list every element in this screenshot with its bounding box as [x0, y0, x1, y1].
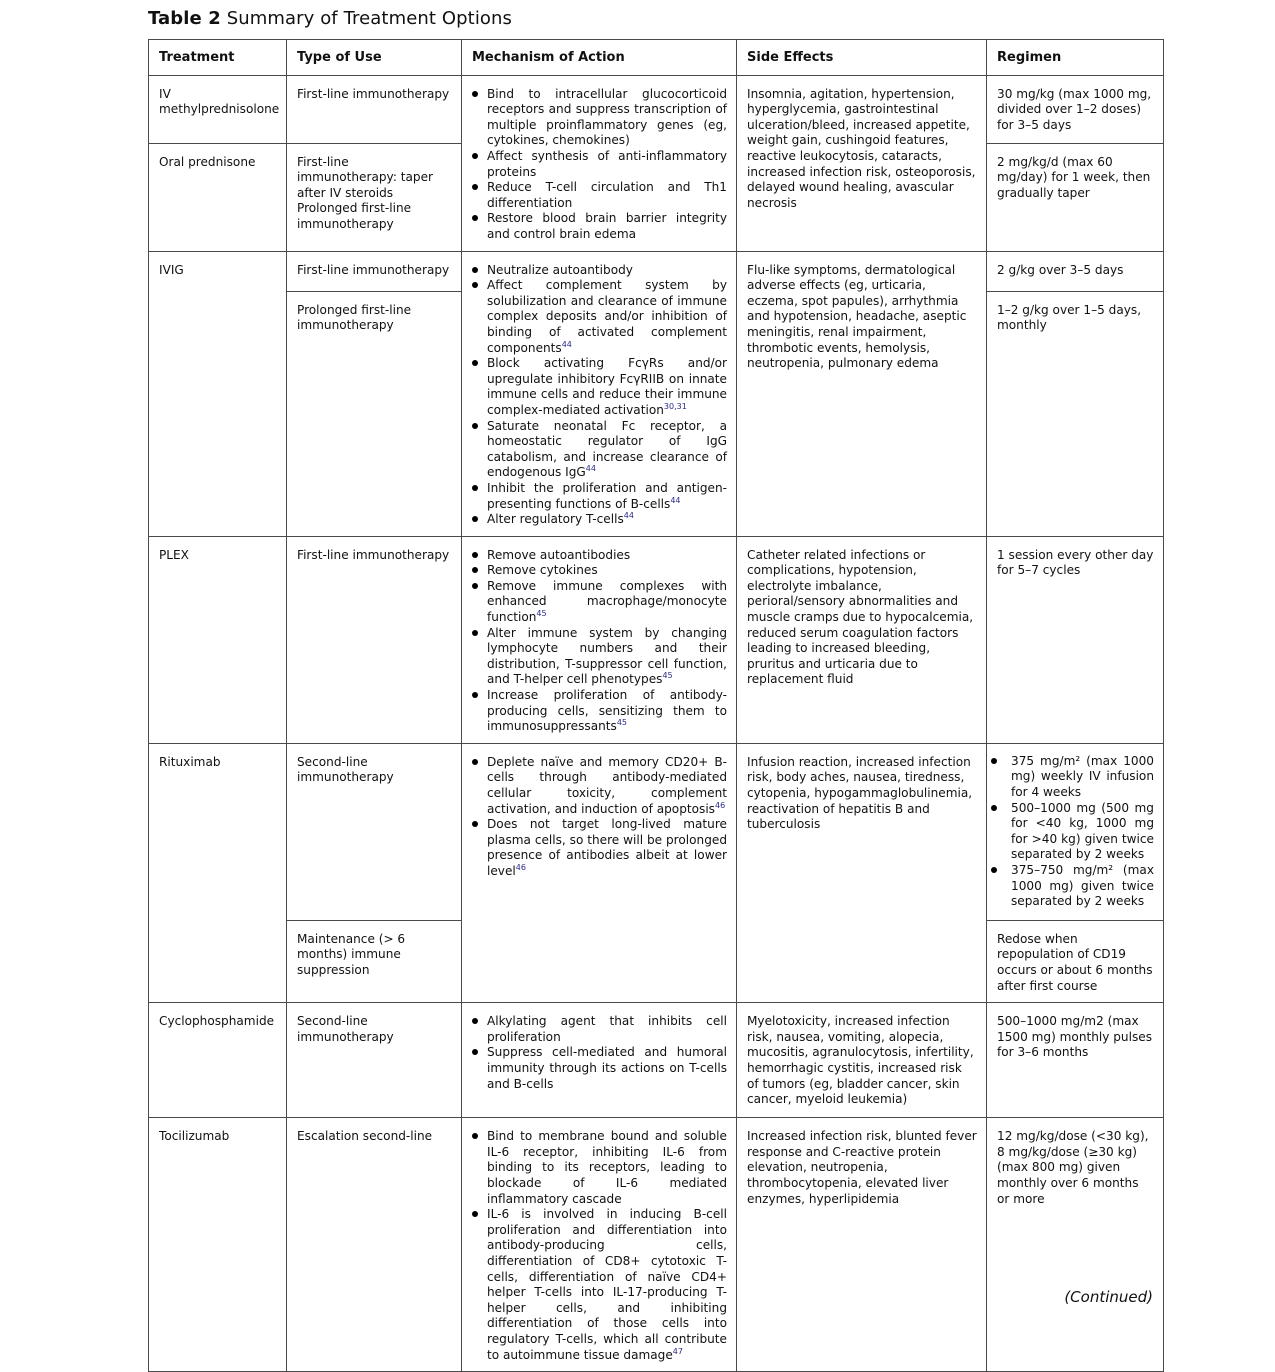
- regimen-cell: Redose when repopulation of CD19 occurs or about 6 months after first course: [987, 920, 1164, 1002]
- side-effects-cell: Insomnia, agitation, hypertension, hyperglycemia, gastrointestinal ulceration/bleed, increased appetite, weight gain, cushingoid features, reactive leukocytosis, cataracts, increased infection risk, osteoporosis, delayed wound healing, avascular necrosis: [737, 75, 987, 251]
- mechanism-list: [472, 755, 727, 880]
- regimen-cell: 2 g/kg over 3–5 days: [987, 251, 1164, 291]
- side-effects-cell: Catheter related infections or complications, hypotension, electrolyte imbalance, perioral/sensory abnormalities and muscle cramps due to hypocalcemia, reduced serum coagulation factors leading to increased bleeding, pruritus and urticaria due to replacement fluid: [737, 536, 987, 743]
- mechanism-item: [472, 579, 727, 626]
- mechanism-text: Neutralize autoantibody: [487, 262, 633, 277]
- header-row: [149, 40, 1164, 76]
- type-of-use-cell: First-line immunotherapy: [287, 251, 462, 291]
- mechanism-text: Remove immune complexes with enhanced macrophage/monocyte function: [487, 578, 727, 625]
- mechanism-text: Bind to intracellular glucocorticoid receptors and suppress transcription of multiple proinflammatory genes (eg, cytokines, chemokines): [487, 86, 727, 148]
- mechanism-item: [472, 211, 727, 242]
- mechanism-item: [472, 548, 727, 564]
- treatment-cell: Tocilizumab: [149, 1118, 287, 1372]
- mechanism-item: [472, 356, 727, 418]
- reference-number: 44: [623, 511, 634, 521]
- mechanism-list: [472, 548, 727, 735]
- mechanism-text: Deplete naïve and memory CD20+ B-cells through antibody-mediated cellular toxicity, complement activation, and induction of apoptosis: [487, 754, 727, 816]
- mechanism-text: Remove cytokines: [487, 563, 598, 578]
- table-row: [149, 743, 1164, 920]
- reference-number: 47: [672, 1346, 683, 1356]
- mechanism-item: [472, 263, 727, 279]
- mechanism-text: Inhibit the proliferation and antigen-presenting functions of B-cells: [487, 480, 727, 511]
- table-body: [149, 75, 1164, 1372]
- reference-number: 44: [561, 339, 572, 349]
- mechanism-item: [472, 512, 727, 528]
- reference-number: 44: [585, 464, 596, 474]
- reference-number: 30,31: [663, 401, 687, 411]
- regimen-cell: 1–2 g/kg over 1–5 days, monthly: [987, 291, 1164, 536]
- mechanism-item: [472, 626, 727, 688]
- reference-number: 45: [662, 671, 673, 681]
- table-row: [149, 1003, 1164, 1118]
- mechanism-text: Block activating FcγRs and/or upregulate inhibitory FcγRIIB on innate immune cells and reduce their immune complex-mediated activation: [487, 356, 727, 417]
- mechanism-text: Increase proliferation of antibody-producing cells, sensitizing them to immunosuppressants: [487, 688, 727, 734]
- mechanism-item: [472, 149, 727, 180]
- treatment-cell: IV methylprednisolone: [149, 75, 287, 143]
- regimen-cell: 12 mg/kg/dose (<30 kg), 8 mg/kg/dose (≥30 kg) (max 800 mg) given monthly over 6 months or more: [987, 1118, 1164, 1372]
- treatment-cell: PLEX: [149, 536, 287, 743]
- treatment-cell: Rituximab: [149, 743, 287, 1002]
- mechanism-item: [472, 1129, 727, 1207]
- regimen-item: 375–750 mg/m² (max 1000 mg) given twice separated by 2 weeks: [991, 863, 1154, 910]
- header-treatment: Treatment: [149, 40, 287, 76]
- mechanism-item: [472, 87, 727, 149]
- mechanism-list: [472, 1014, 727, 1092]
- type-of-use-cell: Escalation second-line: [287, 1118, 462, 1372]
- reference-number: 46: [515, 862, 526, 872]
- regimen-item: 375 mg/m² (max 1000 mg) weekly IV infusion for 4 weeks: [991, 754, 1154, 801]
- mechanism-text: IL-6 is involved in inducing B-cell proliferation and differentiation into antibody-producing cells, differentiation of CD8+ cytotoxic T-cells, differentiation of naïve CD4+ helper T-cells into IL-17-producing T-helper cells, and inhibiting differentiation of those cells into regulatory T-cells, which all contribute to autoimmune tissue damage: [487, 1207, 727, 1362]
- mechanism-item: [472, 419, 727, 481]
- mechanism-cell: [462, 1118, 737, 1372]
- mechanism-text: Affect synthesis of anti-inflammatory proteins: [487, 148, 727, 179]
- mechanism-text: Alter immune system by changing lymphocyte numbers and their distribution, T-suppressor cell function, and T-helper cell phenotypes: [487, 625, 727, 687]
- mechanism-list: [472, 87, 727, 243]
- type-of-use-cell: Second-line immunotherapy: [287, 1003, 462, 1118]
- regimen-list: [991, 754, 1154, 910]
- mechanism-text: Bind to membrane bound and soluble IL-6 receptor, inhibiting IL-6 from binding to its receptors, leading to blockade of IL-6 mediated inflammatory cascade: [487, 1129, 727, 1206]
- header-mechanism: Mechanism of Action: [462, 40, 737, 76]
- table-row: [149, 251, 1164, 291]
- mechanism-item: [472, 1045, 727, 1092]
- mechanism-cell: [462, 1003, 737, 1118]
- header-regimen: Regimen: [987, 40, 1164, 76]
- mechanism-text: Affect complement system by solubilization and clearance of immune complex deposits and/or inhibition of binding of activated complement components: [487, 278, 727, 355]
- reference-number: 46: [714, 800, 726, 810]
- regimen-cell: 1 session every other day for 5–7 cycles: [987, 536, 1164, 743]
- regimen-cell: 30 mg/kg (max 1000 mg, divided over 1–2 doses) for 3–5 days: [987, 75, 1164, 143]
- mechanism-item: [472, 688, 727, 735]
- table-row: [149, 536, 1164, 743]
- mechanism-list: [472, 263, 727, 528]
- type-of-use-cell: Maintenance (> 6 months) immune suppression: [287, 920, 462, 1002]
- table-caption: [148, 8, 512, 29]
- mechanism-item: [472, 1207, 727, 1363]
- mechanism-text: Saturate neonatal Fc receptor, a homeostatic regulator of IgG catabolism, and increase clearance of endogenous IgG: [487, 418, 727, 480]
- treatment-cell: Cyclophosphamide: [149, 1003, 287, 1118]
- regimen-item: 500–1000 mg (500 mg for <40 kg, 1000 mg for >40 kg) given twice separated by 2 weeks: [991, 801, 1154, 863]
- mechanism-cell: [462, 536, 737, 743]
- mechanism-item: [472, 755, 727, 817]
- table-label: Table 2: [148, 8, 221, 29]
- mechanism-item: [472, 180, 727, 211]
- mechanism-item: [472, 563, 727, 579]
- side-effects-cell: Myelotoxicity, increased infection risk, nausea, vomiting, alopecia, mucositis, agranulocytosis, infertility, hemorrhagic cystitis, increased risk of tumors (eg, bladder cancer, skin cancer, myeloid leukemia): [737, 1003, 987, 1118]
- treatment-cell: IVIG: [149, 251, 287, 536]
- mechanism-cell: [462, 743, 737, 1002]
- mechanism-item: [472, 817, 727, 879]
- mechanism-item: [472, 481, 727, 512]
- side-effects-cell: Infusion reaction, increased infection risk, body aches, nausea, tiredness, cytopenia, hypogammaglobulinemia, reactivation of hepatitis B and tuberculosis: [737, 743, 987, 1002]
- reference-number: 45: [616, 718, 628, 728]
- table-row: [149, 75, 1164, 143]
- mechanism-text: Alkylating agent that inhibits cell proliferation: [487, 1014, 727, 1044]
- regimen-cell: [987, 743, 1164, 920]
- header-side-effects: Side Effects: [737, 40, 987, 76]
- side-effects-cell: Increased infection risk, blunted fever response and C-reactive protein elevation, neutropenia, thrombocytopenia, elevated liver enzymes, hyperlipidemia: [737, 1118, 987, 1372]
- mechanism-text: Restore blood brain barrier integrity and control brain edema: [487, 211, 727, 241]
- regimen-cell: 500–1000 mg/m2 (max 1500 mg) monthly pulses for 3–6 months: [987, 1003, 1164, 1118]
- mechanism-cell: [462, 75, 737, 251]
- header-type-of-use: Type of Use: [287, 40, 462, 76]
- mechanism-text: Does not target long-lived mature plasma cells, so there will be prolonged presence of antibodies albeit at lower level: [487, 817, 727, 878]
- mechanism-text: Reduce T-cell circulation and Th1 differentiation: [487, 180, 727, 210]
- mechanism-cell: [462, 251, 737, 536]
- type-of-use-cell: First-line immunotherapy: [287, 536, 462, 743]
- reference-number: 45: [536, 609, 547, 619]
- mechanism-text: Suppress cell-mediated and humoral immunity through its actions on T-cells and B-cells: [487, 1045, 727, 1091]
- side-effects-cell: Flu-like symptoms, dermatological adverse effects (eg, urticaria, eczema, spot papules), arrhythmia and hypotension, headache, aseptic meningitis, renal impairment, thrombotic events, hemolysis, neutropenia, pulmonary edema: [737, 251, 987, 536]
- type-of-use-cell: Prolonged first-line immunotherapy: [287, 291, 462, 536]
- type-of-use-cell: Second-line immunotherapy: [287, 743, 462, 920]
- mechanism-item: [472, 278, 727, 356]
- reference-number: 44: [670, 495, 681, 505]
- treatment-table: [148, 39, 1164, 1372]
- type-of-use-cell: First-line immunotherapy: taper after IV steroids Prolonged first-line immunotherapy: [287, 143, 462, 251]
- mechanism-text: Remove autoantibodies: [487, 547, 631, 562]
- table-title: Summary of Treatment Options: [226, 8, 513, 29]
- mechanism-item: [472, 1014, 727, 1045]
- continued-note: (Continued): [1064, 1288, 1153, 1306]
- type-of-use-cell: First-line immunotherapy: [287, 75, 462, 143]
- table-row: [149, 1118, 1164, 1372]
- regimen-cell: 2 mg/kg/d (max 60 mg/day) for 1 week, then gradually taper: [987, 143, 1164, 251]
- mechanism-text: Alter regulatory T-cells: [487, 512, 624, 527]
- mechanism-list: [472, 1129, 727, 1363]
- treatment-cell: Oral prednisone: [149, 143, 287, 251]
